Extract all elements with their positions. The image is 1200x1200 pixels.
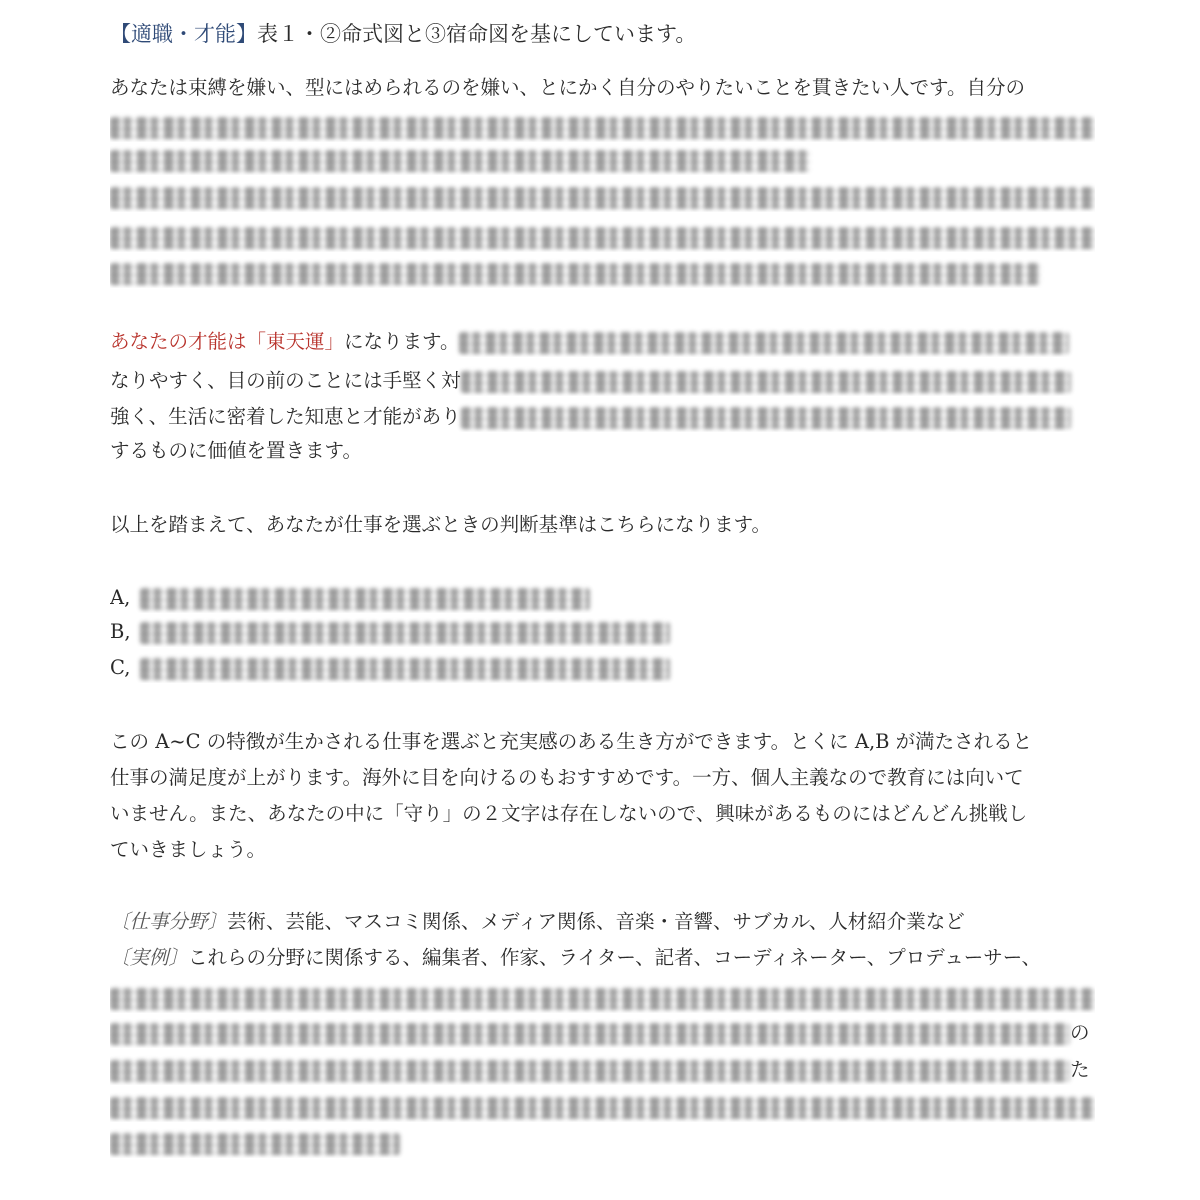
redacted-text — [110, 988, 1095, 1010]
paragraph2-line1 — [110, 327, 1095, 357]
redacted-text — [110, 117, 1095, 139]
paragraph2-line3-text: 強く、生活に密着した知恵と才能があり — [110, 405, 461, 428]
paragraph2-line4: するものに価値を置きます。 — [110, 439, 362, 462]
redacted-text — [110, 1133, 400, 1155]
examples-line3-end: の — [1070, 1021, 1090, 1044]
redacted-text — [140, 658, 670, 680]
heading-bracket-title: 【適職・才能】 — [110, 22, 257, 46]
talent-highlight: あなたの才能は「東天運」 — [110, 330, 345, 353]
criteria-b-label: B, — [110, 620, 131, 643]
heading-text: 表１・②命式図と③宿命図を基にしています。 — [257, 22, 697, 46]
redacted-text — [110, 1097, 1095, 1119]
examples-line4-redacted — [110, 1055, 1095, 1085]
paragraph1-line3-redacted — [110, 145, 1095, 175]
paragraph1-line6-redacted — [110, 258, 1095, 288]
paragraph3-line1: 以上を踏まえて、あなたが仕事を選ぶときの判断基準はこちらになります。 — [110, 513, 772, 536]
examples-line — [110, 943, 1095, 973]
paragraph1-line2-redacted — [110, 112, 1095, 142]
paragraph4-line2: 仕事の満足度が上がります。海外に目を向けるのもおすすめです。一方、個人主義なので教育には向いて — [110, 766, 1024, 789]
redacted-text — [140, 588, 590, 610]
examples-text: これらの分野に関係する、編集者、作家、ライター、記者、コーディネーター、プロデューサー、 — [188, 946, 1041, 969]
work-fields-text: 芸術、芸能、マスコミ関係、メディア関係、音楽・音響、サブカル、人材紹介業など — [227, 910, 965, 933]
paragraph2-line2-text: なりやすく、目の前のことには手堅く対 — [110, 369, 461, 392]
paragraph2-line1-text: になります。 — [344, 330, 460, 353]
criteria-a — [110, 583, 1095, 613]
redacted-text — [461, 407, 1071, 429]
paragraph4-line3: いません。また、あなたの中に「守り」の２文字は存在しないので、興味があるものにはどんどん挑戦し — [110, 802, 1028, 825]
redacted-text — [140, 622, 670, 644]
redacted-text — [461, 371, 1071, 393]
redacted-text — [459, 332, 1069, 354]
paragraph2-line2 — [110, 366, 1095, 396]
redacted-text — [110, 1023, 1070, 1045]
examples-label: 〔実例〕 — [110, 946, 189, 969]
examples-line3-redacted — [110, 1018, 1095, 1048]
section-heading — [110, 19, 1095, 49]
examples-line5-redacted — [110, 1092, 1095, 1122]
work-fields-line — [110, 907, 1095, 937]
criteria-c — [110, 653, 1095, 683]
paragraph1-line1: あなたは束縛を嫌い、型にはめられるのを嫌い、とにかく自分のやりたいことを貫きたい人です。自分の — [110, 76, 1025, 99]
criteria-b — [110, 617, 1095, 647]
criteria-c-label: C, — [110, 656, 131, 679]
redacted-text — [110, 187, 1095, 209]
criteria-a-label: A, — [110, 586, 131, 609]
redacted-text — [110, 263, 1040, 285]
paragraph1-line4-redacted — [110, 182, 1095, 212]
redacted-text — [110, 150, 810, 172]
work-fields-label: 〔仕事分野〕 — [110, 910, 228, 933]
examples-line4-end: た — [1070, 1058, 1090, 1081]
redacted-text — [110, 227, 1095, 249]
redacted-text — [110, 1060, 1070, 1082]
paragraph4-line4: ていきましょう。 — [110, 838, 267, 861]
examples-line2-redacted — [110, 983, 1095, 1013]
paragraph1-line5-redacted — [110, 222, 1095, 252]
paragraph2-line3 — [110, 402, 1095, 432]
examples-line6-redacted — [110, 1128, 1095, 1158]
paragraph4-line1: この A~C の特徴が生かされる仕事を選ぶと充実感のある生き方ができます。とくに A,B が満たされると — [110, 730, 1033, 753]
